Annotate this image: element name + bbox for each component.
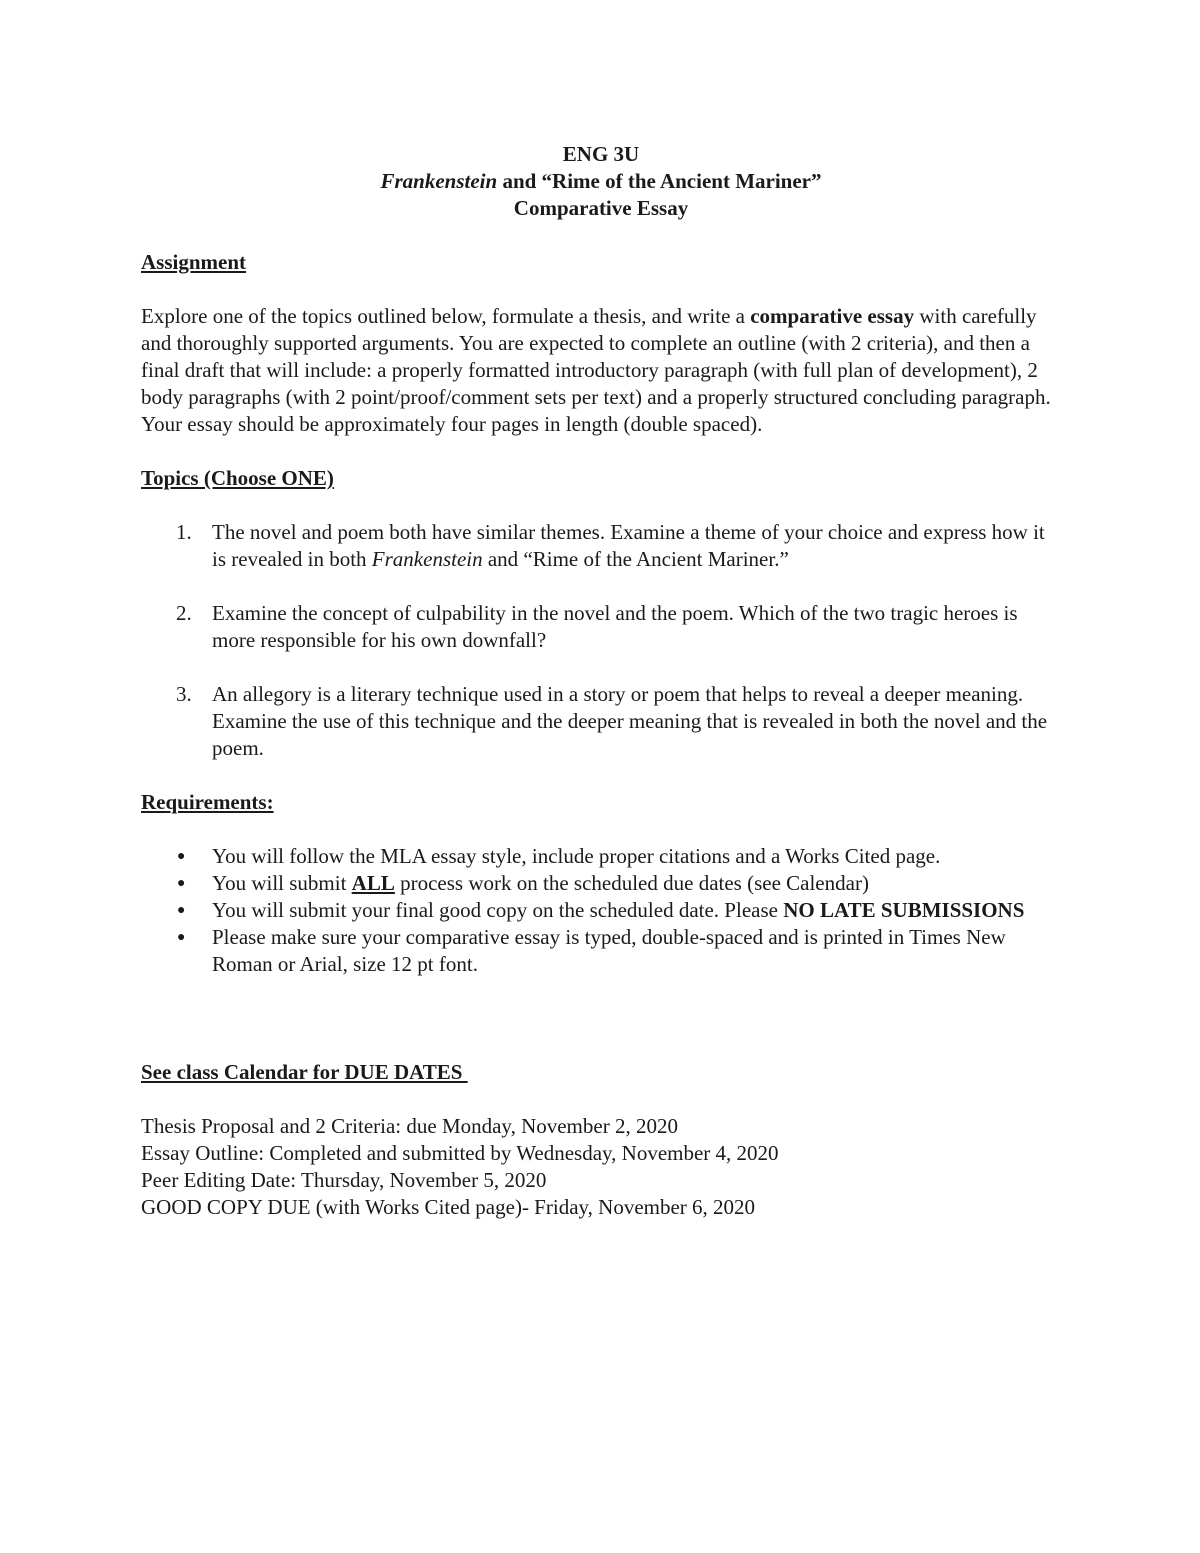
topic-number: 2.	[176, 601, 192, 625]
requirement-text: You will submit your final good copy on the scheduled date. Please	[212, 898, 784, 922]
requirement-item	[141, 897, 1061, 924]
bullet-icon: ●	[177, 903, 186, 918]
requirement-text: Please make sure your comparative essay is typed, double-spaced and is printed in Times New Roman or Arial, size 12 pt font.	[212, 925, 1006, 976]
topic-number: 1.	[176, 520, 192, 544]
due-date-line: Thesis Proposal and 2 Criteria: due Monday, November 2, 2020	[141, 1114, 678, 1138]
requirement-text: You will follow the MLA essay style, include proper citations and a Works Cited page.	[212, 844, 941, 868]
requirements-list	[141, 843, 1061, 978]
bullet-icon: ●	[177, 876, 186, 891]
topics-list	[141, 519, 1061, 762]
due-date-line: GOOD COPY DUE (with Works Cited page)- Friday, November 6, 2020	[141, 1195, 756, 1219]
requirement-text: You will submit	[212, 871, 352, 895]
course-code: ENG 3U	[562, 142, 640, 166]
assignment-text-bold: comparative essay	[750, 304, 915, 328]
topic-item-3	[141, 681, 1061, 762]
due-date-line: Peer Editing Date: Thursday, November 5, 2020	[141, 1168, 547, 1192]
essay-subtitle	[141, 168, 1061, 195]
requirement-text-emphasis: ALL	[351, 871, 395, 895]
topic-item-1	[141, 519, 1061, 573]
topic-number: 3.	[176, 682, 192, 706]
requirement-text-end: process work on the scheduled due dates (see Calendar)	[394, 871, 869, 895]
topic-text: An allegory is a literary technique used in a story or poem that helps to reveal a deeper meaning. Examine the use of this technique and the deeper meaning that is revealed in both the novel and the poem.	[212, 682, 1048, 760]
document-page	[141, 141, 1061, 1221]
assignment-heading: Assignment	[141, 250, 247, 274]
requirement-item	[141, 870, 1061, 897]
subtitle-poem-title: and “Rime of the Ancient Mariner”	[497, 169, 822, 193]
topic-text-italic: Frankenstein	[371, 547, 483, 571]
topic-text: Examine the concept of culpability in the novel and the poem. Which of the two tragic heroes is more responsible for his own downfall?	[212, 601, 1018, 652]
requirement-text-emphasis: NO LATE SUBMISSIONS	[783, 898, 1025, 922]
requirements-heading: Requirements:	[141, 790, 274, 814]
document-title-block	[141, 141, 1061, 222]
essay-type: Comparative Essay	[513, 196, 689, 220]
assignment-text-end: with carefully and thoroughly supported arguments. You are expected to complete an outline (with 2 criteria), and then a final draft that will include: a properly formatted introductory paragraph (with full plan of development), 2 body paragraphs (with 2 point/proof/comment sets per text) and a properly structured concluding paragraph. Your essay should be approximately four pages in length (double spaced).	[141, 304, 1051, 436]
assignment-text-start: Explore one of the topics outlined below, formulate a thesis, and write a	[141, 304, 751, 328]
requirement-item	[141, 843, 1061, 870]
topics-heading: Topics (Choose ONE)	[141, 466, 334, 490]
bullet-icon: ●	[177, 930, 186, 945]
bullet-icon: ●	[177, 849, 186, 864]
topic-item-2	[141, 600, 1061, 654]
requirement-item	[141, 924, 1061, 978]
due-date-line: Essay Outline: Completed and submitted by Wednesday, November 4, 2020	[141, 1141, 779, 1165]
subtitle-novel-title: Frankenstein	[380, 169, 498, 193]
topic-text: The novel and poem both have similar themes. Examine a theme of your choice and express how it is revealed in both	[212, 520, 1045, 571]
topic-text-end: and “Rime of the Ancient Mariner.”	[482, 547, 789, 571]
assignment-paragraph	[141, 303, 1061, 438]
due-dates-heading: See class Calendar for DUE DATES	[141, 1060, 468, 1084]
